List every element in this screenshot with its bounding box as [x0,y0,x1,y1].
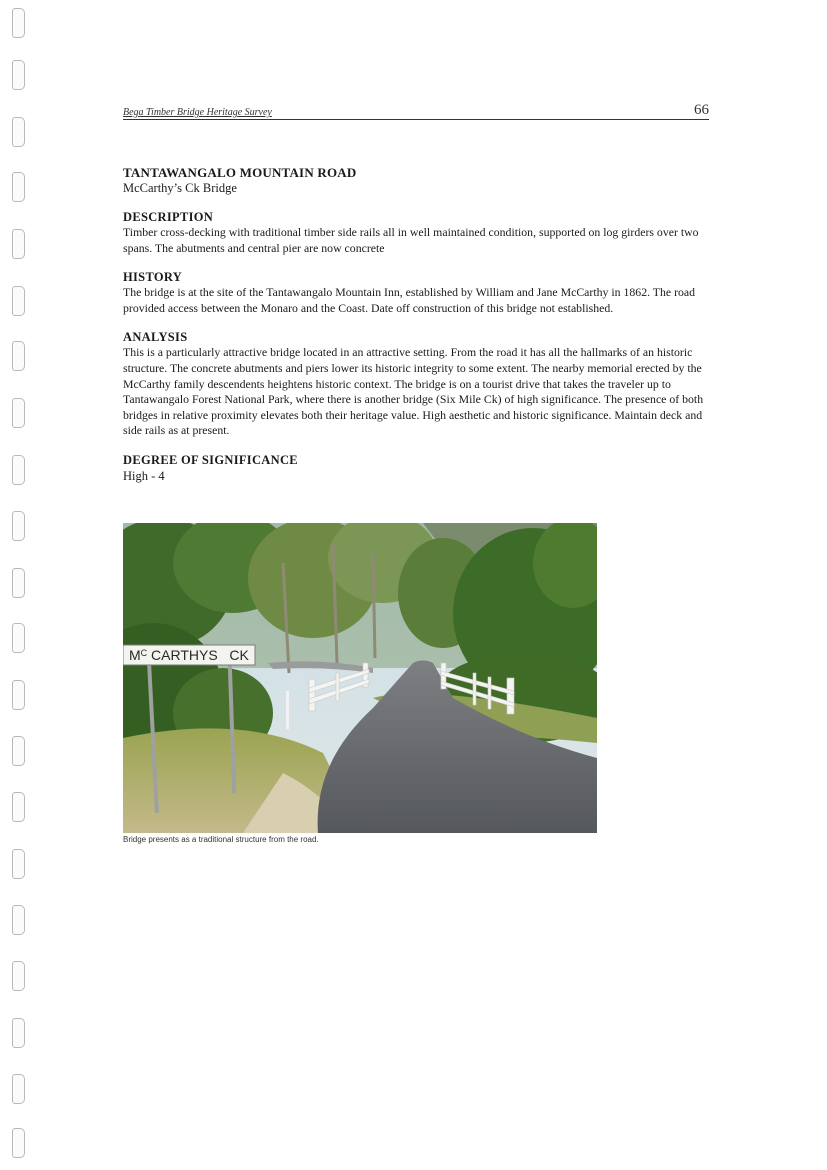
binding-ring [12,286,25,316]
binding-ring [12,511,25,541]
history-heading: HISTORY [123,270,183,285]
analysis-text: This is a particularly attractive bridge located in an attractive setting. From the road it has all the hallmarks of an historic structure. The concrete abutments and piers lower its historic integrity to some extent. The nearby memorial erected by the McCarthy family descendents heightens historic context. The bridge is on a tourist drive that takes the traveler up to Tantawangalo Forest National Park, where there is another bridge (Six Mile Ck) of high significance. The presence of both bridges in relative proximity elevates both their heritage value. High aesthetic and historic significance. Maintain deck and side rails as at present. [123,345,704,438]
binding-ring [12,1128,25,1158]
history-text: The bridge is at the site of the Tantawangalo Mountain Inn, established by William and Jane McCarthy in 1862. The road provided access between the Monaro and the Coast. Date off construction of this bridge not established. [123,285,696,315]
page-number: 66 [694,102,709,118]
significance-value: High - 4 [123,468,165,483]
binding-ring [12,172,25,202]
binding-ring [12,229,25,259]
binding-ring [12,623,25,653]
spiral-binding [10,0,30,1170]
binding-ring [12,905,25,935]
binding-ring [12,680,25,710]
binding-ring [12,1018,25,1048]
document-title: Bega Timber Bridge Heritage Survey [123,107,272,118]
bridge-name: McCarthy’s Ck Bridge [123,181,237,195]
binding-ring [12,341,25,371]
description-text: Timber cross-decking with traditional timber side rails all in well maintained condition, supported on log girders over two spans. The abutments and central pier are now concrete [123,225,699,255]
binding-ring [12,60,25,90]
binding-ring [12,792,25,822]
binding-ring [12,8,25,38]
road-heading: TANTAWANGALO MOUNTAIN ROAD [123,165,357,180]
binding-ring [12,961,25,991]
significance-heading: DEGREE OF SIGNIFICANCE [123,452,298,467]
binding-ring [12,398,25,428]
binding-ring [12,117,25,147]
binding-ring [12,455,25,485]
page-header [123,101,709,120]
binding-ring [12,1074,25,1104]
analysis-heading: ANALYSIS [123,330,188,345]
binding-ring [12,849,25,879]
page-content [123,165,713,484]
street-sign-text: $M^C$ CARTHYS CK [129,647,249,663]
photo-caption: Bridge presents as a traditional structure from the road. [123,835,319,844]
binding-ring [12,736,25,766]
bridge-photo [123,523,597,833]
binding-ring [12,568,25,598]
description-heading: DESCRIPTION [123,210,214,224]
